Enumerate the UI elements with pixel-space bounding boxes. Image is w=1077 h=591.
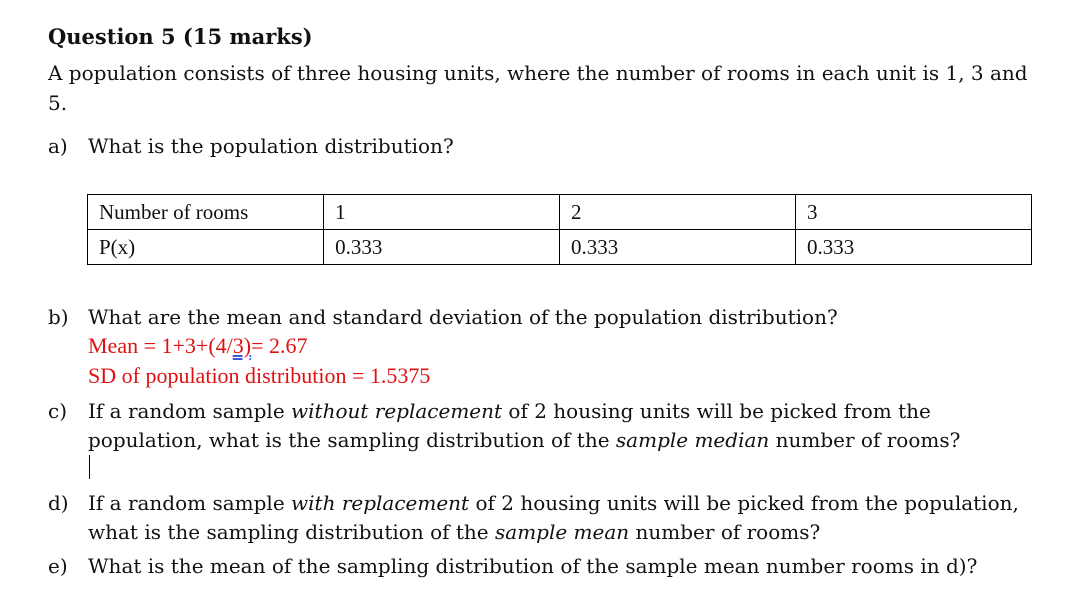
emphasis: with replacement bbox=[291, 491, 470, 515]
emphasis: sample mean bbox=[495, 520, 630, 544]
part-c-line2 bbox=[88, 426, 960, 455]
table-cell: P(x) bbox=[88, 230, 324, 265]
table-cell: Number of rooms bbox=[88, 195, 324, 230]
text-run: of 2 housing units will be picked from the bbox=[502, 399, 931, 423]
part-b-label: b) bbox=[48, 305, 69, 329]
table-cell: 1 bbox=[324, 195, 560, 230]
mean-answer-result: = 2.67 bbox=[251, 333, 308, 358]
part-a-label: a) bbox=[48, 134, 68, 158]
part-d-label: d) bbox=[48, 491, 69, 515]
table-row bbox=[88, 230, 1032, 265]
text-run: what is the sampling distribution of the bbox=[88, 520, 496, 544]
question-intro: A population consists of three housing units, where the number of rooms in each unit is 1, 3 and 5. bbox=[48, 61, 1028, 115]
sd-answer: SD of population distribution = 1.5375 bbox=[88, 363, 431, 388]
mean-answer-underlined: 3) bbox=[232, 333, 252, 358]
text-run: If a random sample bbox=[88, 399, 292, 423]
part-a-text: What is the population distribution? bbox=[88, 134, 454, 158]
table-cell: 3 bbox=[796, 195, 1032, 230]
table-row bbox=[88, 195, 1032, 230]
emphasis: without replacement bbox=[291, 399, 503, 423]
text-cursor[interactable] bbox=[89, 455, 90, 479]
part-e-label: e) bbox=[48, 554, 68, 578]
table-cell: 2 bbox=[560, 195, 796, 230]
mean-answer bbox=[88, 333, 308, 359]
mean-answer-part: Mean = 1+3+(4/ bbox=[88, 333, 233, 358]
text-run: of 2 housing units will be picked from the population, bbox=[469, 491, 1019, 515]
text-run: If a random sample bbox=[88, 491, 292, 515]
text-run: number of rooms? bbox=[629, 520, 821, 544]
part-c-label: c) bbox=[48, 399, 68, 423]
part-b-text: What are the mean and standard deviation of the population distribution? bbox=[88, 305, 838, 329]
emphasis: sample median bbox=[615, 428, 770, 452]
distribution-table bbox=[87, 194, 1032, 265]
part-c-line1 bbox=[88, 397, 931, 426]
table-cell: 0.333 bbox=[796, 230, 1032, 265]
question-title: Question 5 (15 marks) bbox=[48, 24, 313, 49]
part-e-text: What is the mean of the sampling distribution of the sample mean number rooms in d)? bbox=[88, 554, 978, 578]
text-run: population, what is the sampling distribution of the bbox=[88, 428, 616, 452]
table-cell: 0.333 bbox=[324, 230, 560, 265]
part-d-line1 bbox=[88, 489, 1019, 518]
part-d-line2 bbox=[88, 518, 820, 547]
table-cell: 0.333 bbox=[560, 230, 796, 265]
text-run: number of rooms? bbox=[769, 428, 961, 452]
